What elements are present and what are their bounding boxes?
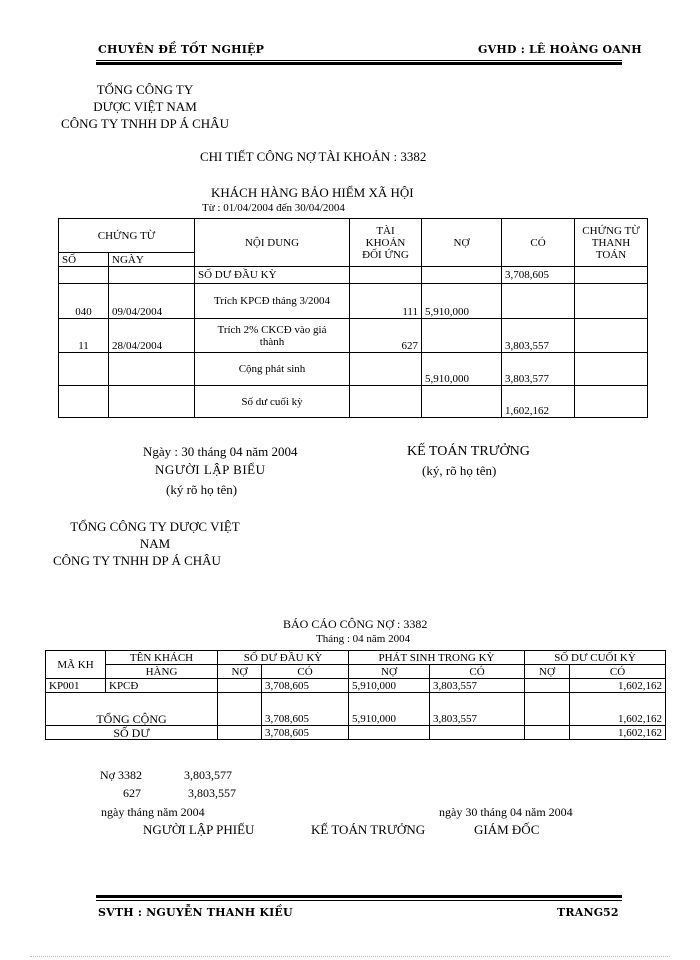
table-row (59, 386, 648, 418)
footer-page-label: TRANG (557, 906, 604, 919)
th-phat-sinh: PHÁT SINH TRONG KỲ (349, 651, 525, 665)
debt-report-table (45, 650, 666, 740)
r-dk-no (218, 679, 262, 693)
closing-label: Số dư cuối kỳ (195, 386, 350, 418)
r-dk-co: 3,708,605 (262, 679, 349, 693)
table-row (46, 679, 666, 693)
company2-line1: TỔNG CÔNG TY DƯỢC VIỆT (70, 519, 240, 534)
row1-no: 5,910,000 (422, 284, 502, 319)
row2-noi-dung (195, 319, 350, 353)
th-ngay: NGÀY (109, 253, 195, 267)
header-rule-thin (96, 60, 622, 61)
header-right: GVHD : LÊ HOÀNG OANH (478, 43, 642, 56)
table-row (59, 319, 648, 353)
note1-amount: 3,803,577 (184, 768, 232, 782)
row2-ngay: 28/04/2004 (109, 319, 195, 353)
section2-title: BÁO CÁO CÔNG NỢ : 3382 (283, 617, 428, 631)
note1-account: Nợ 3382 (100, 768, 143, 782)
total-ps-co: 3,803,557 (430, 693, 525, 726)
th-no: NỢ (422, 219, 502, 267)
row2-noi-dung-l2: thành (259, 335, 285, 348)
closing-co: 1,602,162 (502, 386, 575, 418)
row2-noi-dung-l1: Trích 2% CKCĐ vào giá (217, 323, 327, 336)
th-co: CÓ (502, 219, 575, 267)
section1-title: CHI TIẾT CÔNG NỢ TÀI KHOẢN : 3382 (200, 149, 427, 164)
table-row (46, 726, 666, 740)
note2-account: 627 (123, 786, 141, 800)
th-tk-l1: TÀI (376, 224, 395, 237)
total-label: TỔNG CỘNG (46, 693, 218, 726)
sign1-date: Ngày : 30 tháng 04 năm 2004 (143, 444, 298, 459)
th-ma-kh: MÃ KH (46, 651, 106, 679)
header-rule-thick (96, 62, 622, 65)
total-dk-co: 3,708,605 (262, 693, 349, 726)
section2-month: Tháng : 04 năm 2004 (316, 633, 411, 645)
phat-sinh-label: Cộng phát sinh (195, 353, 350, 386)
section1-subtitle: KHÁCH HÀNG BẢO HIỂM XÃ HỘI (211, 185, 414, 200)
footer-rule-thick (96, 895, 622, 898)
table-row (59, 353, 648, 386)
sign2-director: GIÁM ĐỐC (474, 822, 540, 837)
table-row (46, 693, 666, 726)
th-dau-ky: SỐ DƯ ĐẦU KỲ (218, 651, 349, 665)
th-cttt-l2: THANH (591, 236, 631, 249)
th-ten-kh-l2: HÀNG (106, 665, 218, 679)
th-cttt-l1: CHỨNG TỪ (582, 224, 640, 237)
sign1-preparer-note: (ký rõ họ tên) (166, 482, 238, 497)
company1-line3: CÔNG TY TNHH DP Á CHÂU (61, 116, 229, 131)
th-ck-no: NỢ (525, 665, 570, 679)
r-ma: KP001 (46, 679, 106, 693)
page-edge-divider (30, 956, 670, 957)
th-cttt-l3: TOÁN (595, 248, 627, 261)
th-ps-no: NỢ (349, 665, 430, 679)
balance-ck-co: 1,602,162 (570, 726, 666, 740)
th-so: SỐ (59, 253, 109, 267)
r-ps-co: 3,803,557 (430, 679, 525, 693)
row1-tk: 111 (350, 284, 422, 319)
phat-sinh-co: 3,803,577 (502, 353, 575, 386)
th-ck-co: CÓ (570, 665, 666, 679)
th-cuoi-ky: SỐ DƯ CUỐI KỲ (525, 651, 666, 665)
debt-detail-table (58, 218, 648, 418)
opening-label: SỐ DƯ ĐẦU KỲ (195, 267, 350, 284)
th-tk-l3: ĐỐI ỨNG (362, 248, 409, 261)
phat-sinh-no: 5,910,000 (422, 353, 502, 386)
row2-co: 3,803,557 (502, 319, 575, 353)
sign1-accountant-note: (ký, rõ họ tên) (422, 463, 497, 478)
total-ps-no: 5,910,000 (349, 693, 430, 726)
balance-dk-co: 3,708,605 (262, 726, 349, 740)
row2-tk: 627 (350, 319, 422, 353)
th-ct-thanh-toan (575, 219, 648, 267)
th-dk-co: CÓ (262, 665, 349, 679)
th-tai-khoan (350, 219, 422, 267)
header-left: CHUYÊN ĐỀ TỐT NGHIỆP (98, 43, 265, 56)
sign2-date: ngày 30 tháng 04 năm 2004 (439, 805, 573, 819)
th-tk-l2: KHOẢN (365, 236, 406, 249)
sign2-date-blank: ngày tháng năm 2004 (101, 805, 205, 819)
row1-ngay: 09/04/2004 (109, 284, 195, 319)
r-ck-co: 1,602,162 (570, 679, 666, 693)
opening-co: 3,708,605 (502, 267, 575, 284)
total-ck-co: 1,602,162 (570, 693, 666, 726)
section1-period: Từ : 01/04/2004 đến 30/04/2004 (202, 202, 345, 214)
th-chung-tu: CHỨNG TỪ (59, 219, 195, 253)
sign2-preparer: NGƯỜI LẬP PHIẾU (143, 822, 255, 837)
th-ps-co: CÓ (430, 665, 525, 679)
sign2-accountant: KẾ TOÁN TRƯỞNG (311, 822, 426, 837)
footer-rule-thin (96, 900, 622, 901)
company2-line2: NAM (139, 536, 171, 551)
company1-line2: DƯỢC VIỆT NAM (93, 99, 197, 114)
note2-amount: 3,803,557 (188, 786, 236, 800)
balance-label: SỐ DƯ (46, 726, 218, 740)
sign1-accountant: KẾ TOÁN TRƯỞNG (407, 444, 530, 459)
row1-noi-dung: Trích KPCĐ tháng 3/2004 (195, 284, 350, 319)
r-ps-no: 5,910,000 (349, 679, 430, 693)
th-ten-kh-l1: TÊN KHÁCH (106, 651, 218, 665)
row1-so: 040 (59, 284, 109, 319)
th-dk-no: NỢ (218, 665, 262, 679)
th-noi-dung: NỘI DUNG (195, 219, 350, 267)
r-ten: KPCĐ (106, 679, 218, 693)
sign1-preparer: NGƯỜI LẬP BIỂU (155, 462, 266, 477)
table-row (59, 267, 648, 284)
footer-page-number: 52 (603, 906, 619, 919)
company2-line3: CÔNG TY TNHH DP Á CHÂU (53, 553, 221, 568)
r-ck-no (525, 679, 570, 693)
table-row (59, 284, 648, 319)
footer-left: SVTH : NGUYỄN THANH KIỀU (98, 906, 293, 919)
company1-line1: TỔNG CÔNG TY (96, 82, 194, 97)
row2-so: 11 (59, 319, 109, 353)
